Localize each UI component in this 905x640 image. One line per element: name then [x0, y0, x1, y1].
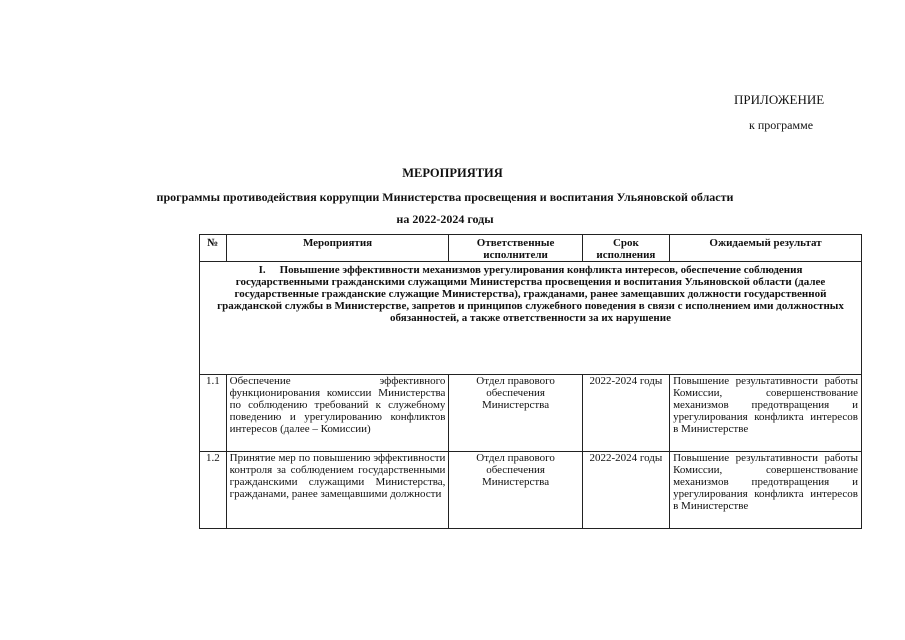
row-executor: Отдел правового обеспечения Министерства [449, 375, 582, 452]
header-term: Срок исполнения [582, 235, 669, 262]
document-period: на 2022-2024 годы [396, 212, 494, 226]
row-term: 2022-2024 годы [582, 375, 669, 452]
row-executor: Отдел правового обеспечения Министерства [449, 452, 582, 529]
row-term: 2022-2024 годы [582, 452, 669, 529]
section-row [200, 262, 862, 375]
document-subtitle: программы противодействия коррупции Министерства просвещения и воспитания Ульяновской области [156, 190, 734, 204]
row-result: Повышение результативности работы Комиссии, совершенствование механизмов предотвращения и урегулирования конфликта интересов в Министерстве [670, 452, 862, 529]
appendix-label: ПРИЛОЖЕНИЕ [734, 92, 825, 107]
row-activity: Обеспечение эффективного функционирования комиссии Министерства по соблюдению требований к служебному поведению и урегулированию конфликтов интересов (далее – Комиссии) [226, 375, 449, 452]
document-title: МЕРОПРИЯТИЯ [402, 166, 503, 180]
header-result: Ожидаемый результат [670, 235, 862, 262]
section-number: I. [258, 264, 266, 276]
section-cell [200, 262, 862, 375]
row-number: 1.1 [200, 375, 227, 452]
header-number: № [200, 235, 227, 262]
header-executors: Ответственные исполнители [449, 235, 582, 262]
header-activities: Мероприятия [226, 235, 449, 262]
table-row [200, 452, 862, 529]
row-number: 1.2 [200, 452, 227, 529]
row-activity: Принятие мер по повышению эффективности контроля за соблюдением государственными гражданскими служащими Министерства, гражданами, ранее замещавшими должности [226, 452, 449, 529]
table-header-row [200, 235, 862, 262]
section-text: Повышение эффективности механизмов урегулирования конфликта интересов, обеспечение соблюдения государственными гражданскими служащими Министерства просвещения и воспитания Ульяновской области (далее государственные гражданские служащие Министерства), гражданами, ранее замещавших должности государственной гражданской службы в Министерстве, запретов и принципов служебного поведения в связи с исполнением ими должностных обязанностей, а также ответственности за их нарушение [217, 264, 844, 324]
table-row [200, 375, 862, 452]
activities-table [199, 234, 862, 529]
row-result: Повышение результативности работы Комиссии, совершенствование механизмов предотвращения и урегулирования конфликта интересов в Министерстве [670, 375, 862, 452]
to-program-label: к программе [749, 118, 814, 132]
